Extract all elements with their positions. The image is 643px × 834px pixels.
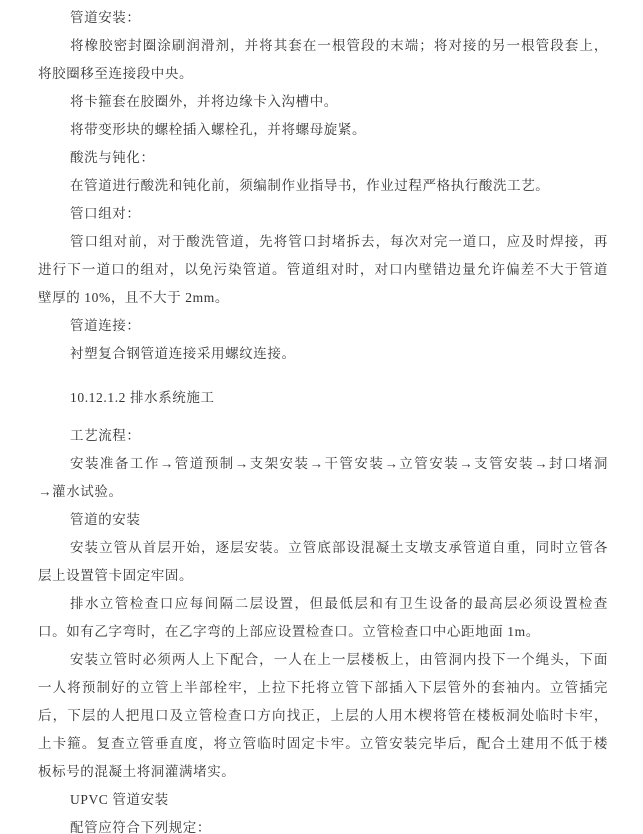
- text-line: 管口组对前，对于酸洗管道，先将管口封堵拆去，每次对完一道口，应及时焊接，再: [70, 234, 608, 249]
- text-line: 一人将预制好的立管上半部栓牢，上拉下托将立管下部插入下层管外的套袖内。立管插完: [38, 680, 608, 695]
- document-text: [38, 4, 608, 834]
- text-line: 将胶圈移至连接段中央。: [38, 66, 194, 81]
- text-line: 安装立管时必须两人上下配合，一人在上一层楼板上，由管洞内投下一个绳头，下面: [70, 652, 608, 667]
- text-line: 将橡胶密封圈涂刷润滑剂，并将其套在一根管段的末端；将对接的另一根管段套上，: [70, 38, 608, 53]
- text-line: 将带变形块的螺栓插入螺栓孔，并将螺母旋紧。: [70, 122, 367, 137]
- text-line: 管道安装：: [70, 10, 141, 25]
- text-line: 管道的安装: [70, 512, 141, 527]
- text-line: 板标号的混凝土将洞灌满堵实。: [38, 764, 236, 779]
- text-line: 衬塑复合钢管道连接采用螺纹连接。: [70, 346, 296, 361]
- text-line: 工艺流程：: [70, 428, 141, 443]
- text-line: 将卡箍套在胶圈外，并将边缘卡入沟槽中。: [70, 94, 338, 109]
- text-line: 层上设置管卡固定牢固。: [38, 568, 194, 583]
- text-line: 管口组对：: [70, 206, 141, 221]
- text-line: 壁厚的 10%，且不大于 2mm。: [38, 290, 229, 305]
- text-line: 酸洗与钝化：: [70, 150, 155, 165]
- text-line: 口。如有乙字弯时，在乙字弯的上部应设置检查口。立管检查口中心距地面 1m。: [38, 624, 540, 639]
- text-line: 进行下一道口的组对，以免污染管道。管道组对时，对口内壁错边量允许偏差不大于管道: [38, 262, 608, 277]
- text-line: 安装准备工作→管道预制→支架安装→干管安装→立管安装→支管安装→封口堵洞: [70, 456, 608, 471]
- text-line: 配管应符合下列规定：: [70, 820, 211, 834]
- text-line: 管道连接：: [70, 318, 141, 333]
- section-heading: 10.12.1.2 排水系统施工: [70, 390, 215, 405]
- text-line: →灌水试验。: [38, 484, 123, 499]
- text-line: UPVC 管道安装: [70, 792, 169, 807]
- text-line: 安装立管从首层开始，逐层安装。立管底部设混凝土支墩支承管道自重，同时立管各: [70, 540, 608, 555]
- text-line: 上卡箍。复查立管垂直度，将立管临时固定卡牢。立管安装完毕后，配合土建用不低于楼: [38, 736, 608, 751]
- text-line: 在管道进行酸洗和钝化前，须编制作业指导书，作业过程严格执行酸洗工艺。: [70, 178, 550, 193]
- text-line: 排水立管检查口应每间隔二层设置，但最低层和有卫生设备的最高层必须设置检查: [70, 596, 608, 611]
- text-line: 后，下层的人把甩口及立管检查口方向找正，上层的人用木楔将管在楼板洞处临时卡牢，: [38, 708, 608, 723]
